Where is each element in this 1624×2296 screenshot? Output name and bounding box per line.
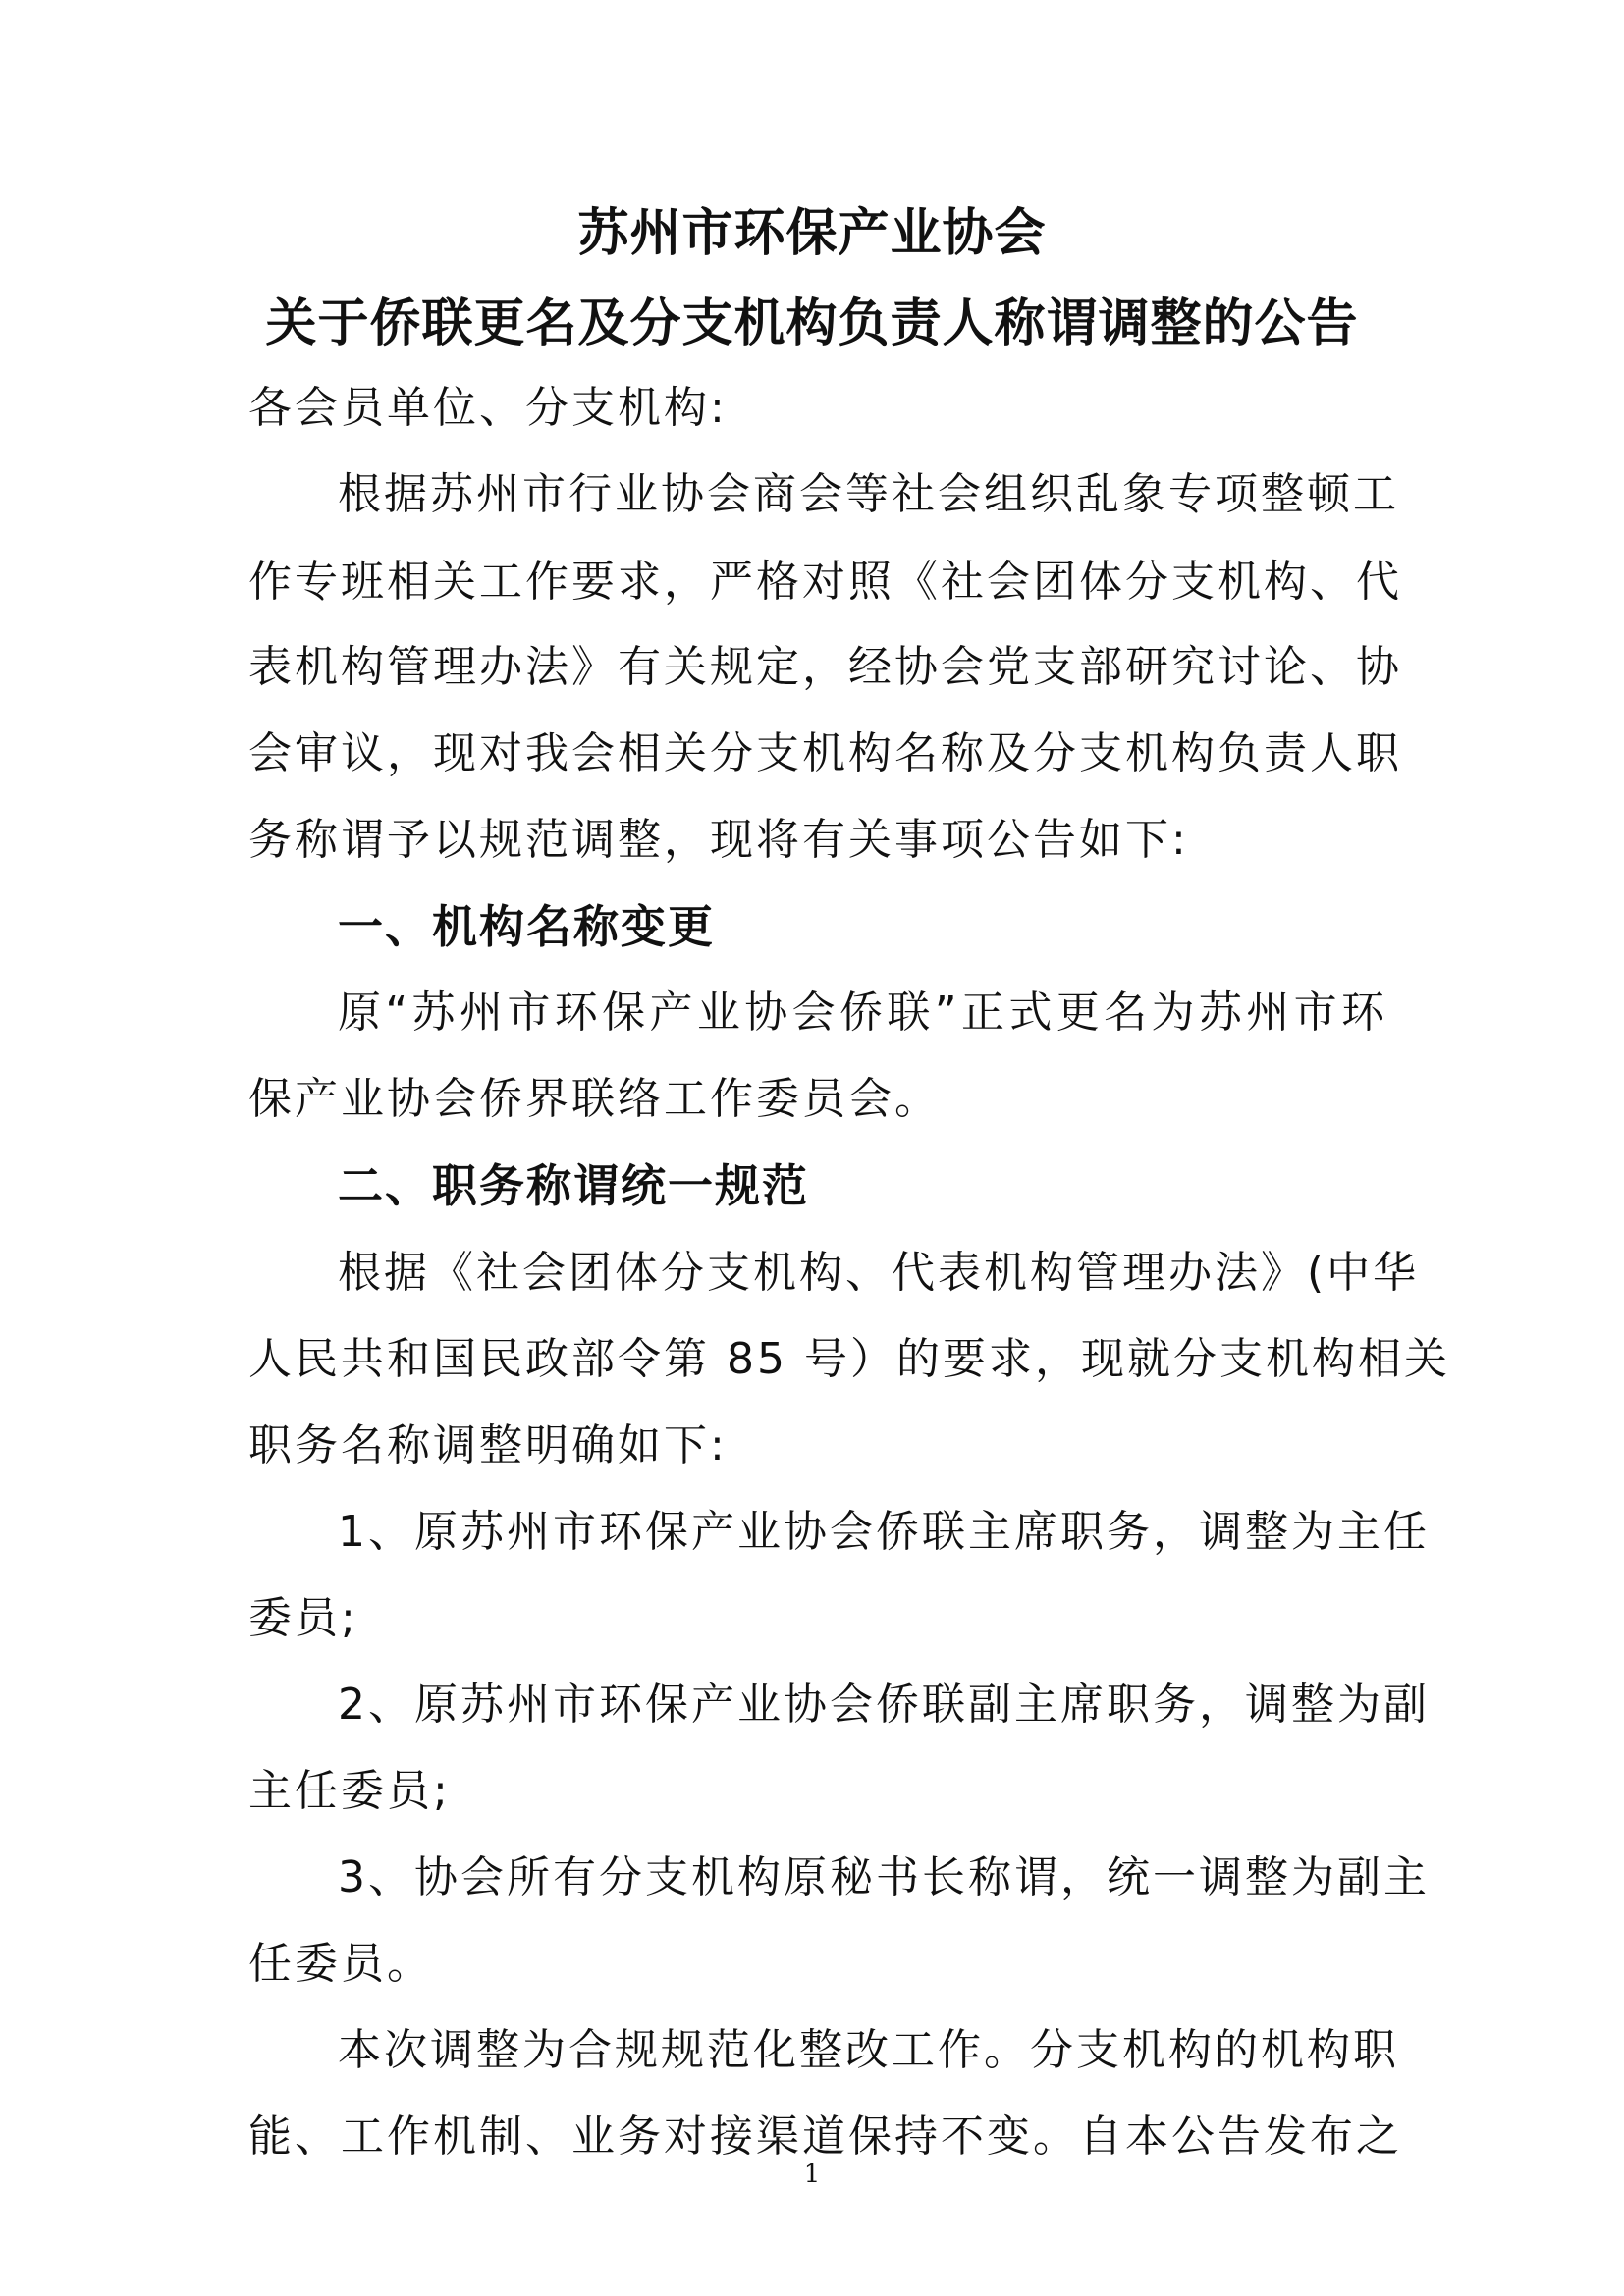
paragraph-line: 保产业协会侨界联络工作委员会。 bbox=[248, 1074, 941, 1124]
paragraph-line: 人民共和国民政部令第 85 号）的要求，现就分支机构相关 bbox=[248, 1334, 1450, 1384]
paragraph-line: 能、工作机制、业务对接渠道保持不变。自本公告发布之 bbox=[248, 2111, 1402, 2162]
section-heading-1: 一、机构名称变更 bbox=[338, 900, 715, 953]
section-heading-2: 二、职务称谓统一规范 bbox=[338, 1159, 809, 1212]
document-title-line-2: 关于侨联更名及分支机构负责人称谓调整的公告 bbox=[265, 294, 1359, 353]
paragraph-line: 表机构管理办法》有关规定，经协会党支部研究讨论、协 bbox=[248, 642, 1402, 692]
list-item-line: 任委员。 bbox=[248, 1939, 433, 1989]
page-number: 1 bbox=[803, 2160, 821, 2189]
list-item-line: 委员; bbox=[248, 1593, 358, 1643]
paragraph-line: 务称谓予以规范调整，现将有关事项公告如下: bbox=[248, 815, 1189, 865]
paragraph-line: 根据《社会团体分支机构、代表机构管理办法》(中华 bbox=[338, 1248, 1420, 1298]
list-item-line: 主任委员; bbox=[248, 1766, 451, 1816]
paragraph-line: 会审议，现对我会相关分支机构名称及分支机构负责人职 bbox=[248, 728, 1402, 778]
paragraph-line: 职务名称调整明确如下: bbox=[248, 1420, 728, 1470]
paragraph-line: 本次调整为合规规范化整改工作。分支机构的机构职 bbox=[338, 2025, 1399, 2075]
salutation: 各会员单位、分支机构: bbox=[248, 383, 728, 433]
list-item-line: 1、原苏州市环保产业协会侨联主席职务，调整为主任 bbox=[338, 1507, 1430, 1557]
paragraph-line: 根据苏州市行业协会商会等社会组织乱象专项整顿工 bbox=[338, 469, 1399, 519]
list-item-line: 3、协会所有分支机构原秘书长称谓，统一调整为副主 bbox=[338, 1852, 1430, 1902]
list-item-line: 2、原苏州市环保产业协会侨联副主席职务，调整为副 bbox=[338, 1680, 1430, 1730]
paragraph-line: 作专班相关工作要求，严格对照《社会团体分支机构、代 bbox=[248, 557, 1402, 607]
paragraph-line: 原“苏州市环保产业协会侨联”正式更名为苏州市环 bbox=[338, 988, 1387, 1038]
document-title-line-1: 苏州市环保产业协会 bbox=[577, 203, 1047, 263]
